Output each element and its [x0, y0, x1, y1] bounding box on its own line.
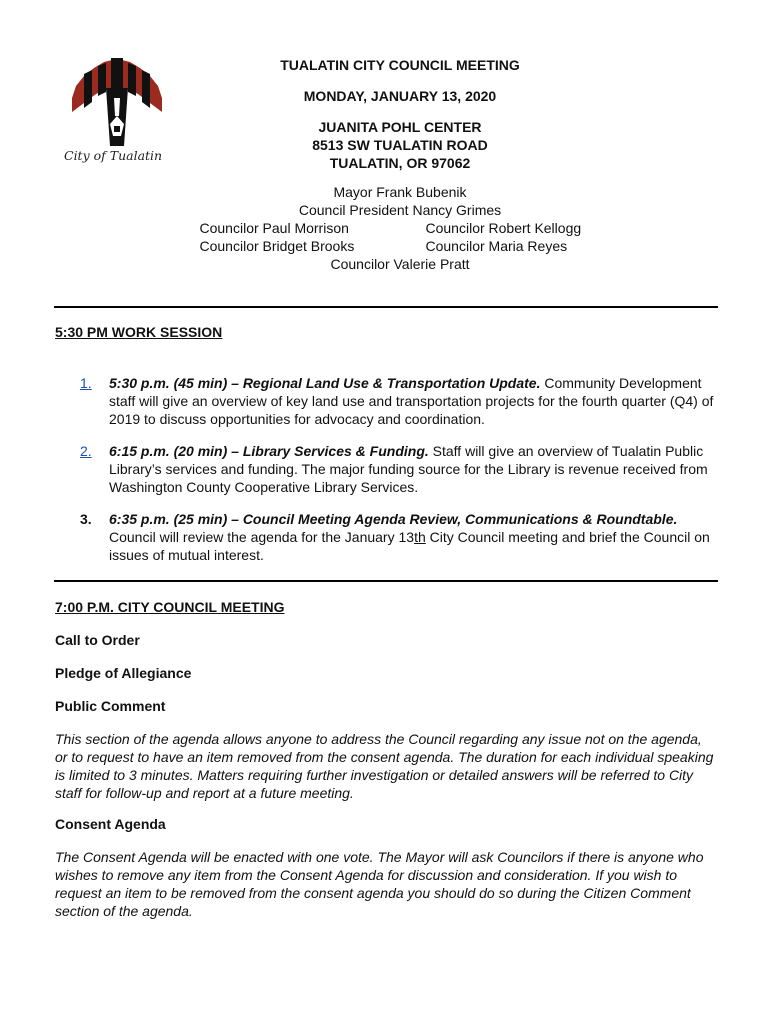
location-line: TUALATIN, OR 97062 [329, 155, 471, 171]
agenda-item [80, 374, 720, 428]
agenda-item [80, 442, 720, 496]
agenda-item-link[interactable]: 1. [80, 375, 92, 391]
location-line: 8513 SW TUALATIN ROAD [312, 137, 488, 153]
councilor: Councilor Bridget Brooks [199, 238, 355, 254]
meeting-date: MONDAY, JANUARY 13, 2020 [303, 88, 497, 104]
work-session-heading: 5:30 PM WORK SESSION [55, 324, 223, 340]
agenda-item-number: 3. [80, 511, 92, 527]
public-comment-heading: Public Comment [55, 698, 166, 714]
agenda-item-text-end: City Council meeting and brief the Council on issues of mutual interest. [109, 529, 710, 563]
mayor: Mayor Frank Bubenik [333, 184, 467, 200]
council-roster [160, 183, 640, 273]
council-president: Council President Nancy Grimes [298, 202, 502, 218]
consent-agenda-heading: Consent Agenda [55, 816, 166, 832]
pledge-heading: Pledge of Allegiance [55, 665, 192, 681]
council-meeting-heading: 7:00 P.M. CITY COUNCIL MEETING [55, 599, 285, 615]
agenda-item-text: Staff will give an overview of Tualatin Public Library’s services and funding. The major funding source for the Library is revenue received from Washington County Cooperative Library Services. [109, 443, 708, 495]
meeting-location [160, 118, 640, 172]
councilor: Councilor Valerie Pratt [330, 256, 470, 272]
divider [54, 306, 718, 308]
agenda-item-lead: 6:15 p.m. (20 min) – Library Services & Funding. [109, 443, 429, 459]
logo-caption: City of Tualatin [64, 148, 163, 163]
ordinal-suffix: th [414, 529, 426, 545]
call-to-order-heading: Call to Order [55, 632, 140, 648]
meeting-header [160, 56, 640, 273]
agenda-item [80, 510, 720, 564]
public-comment-text: This section of the agenda allows anyone to address the Council regarding any issue not on the agenda, or to request to have an item removed from the consent agenda. The duration for each individual speaking is limited to 3 minutes. Matters requiring further investigation or detailed answers will be referred to City staff for follow-up and report at a future meeting. [55, 731, 714, 801]
location-line: JUANITA POHL CENTER [318, 119, 482, 135]
consent-agenda-text: The Consent Agenda will be enacted with one vote. The Mayor will ask Councilors if there is anyone who wishes to remove any item from the Consent Agenda for discussion and consideration. If you wish to request an item to be removed from the consent agenda you should do so during the Citizen Comment section of the agenda. [55, 849, 704, 919]
roster-row [160, 219, 640, 237]
councilor: Councilor Maria Reyes [425, 238, 568, 254]
roster-row [160, 237, 640, 255]
meeting-title: TUALATIN CITY COUNCIL MEETING [280, 57, 520, 73]
agenda-item-lead: 6:35 p.m. (25 min) – Council Meeting Agenda Review, Communications & Roundtable. [109, 511, 678, 527]
councilor: Councilor Paul Morrison [199, 220, 349, 236]
divider [54, 580, 718, 582]
agenda-item-text: Community Development staff will give an overview of key land use and transportation projects for the fourth quarter (Q4) of 2019 to discuss opportunities for advocacy and coordination. [109, 375, 714, 427]
agenda-item-link[interactable]: 2. [80, 443, 92, 459]
agenda-item-lead: 5:30 p.m. (45 min) – Regional Land Use & Transportation Update. [109, 375, 541, 391]
agenda-item-text: Council will review the agenda for the January 13 [109, 529, 415, 545]
councilor: Councilor Robert Kellogg [425, 220, 582, 236]
